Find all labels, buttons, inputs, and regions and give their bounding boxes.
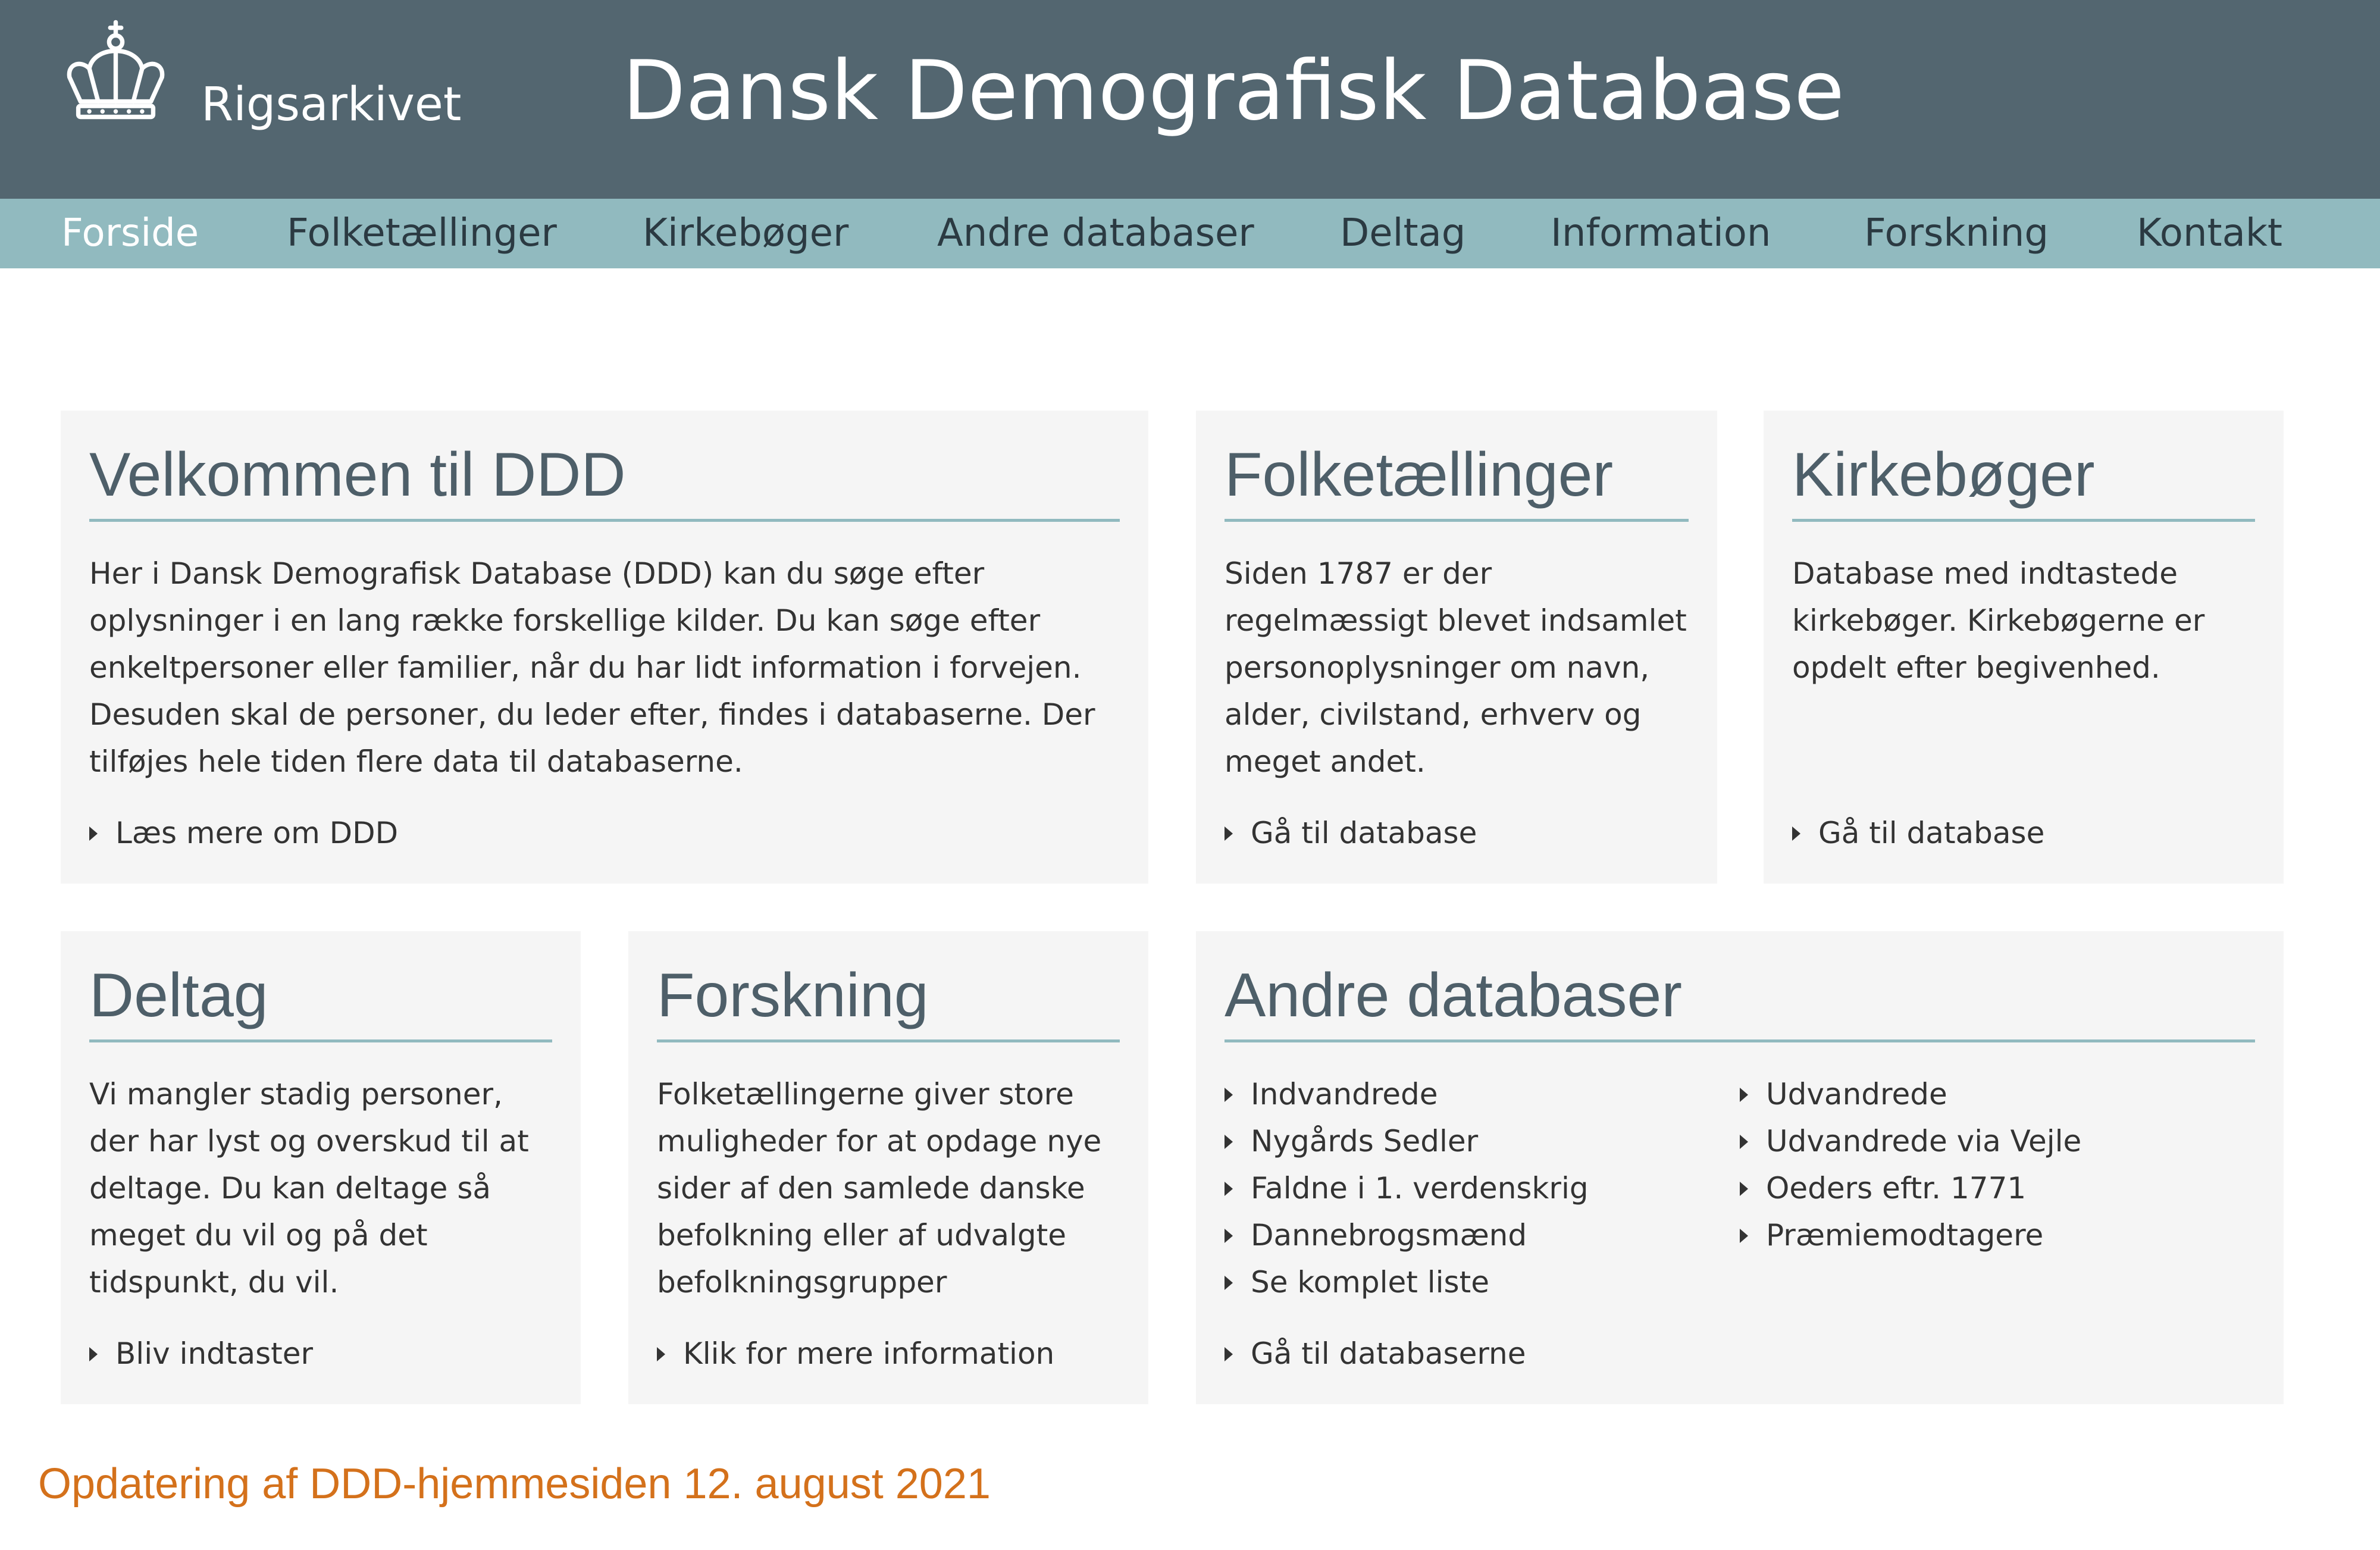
arrow-right-icon — [1740, 1088, 1748, 1102]
arrow-right-icon — [1792, 826, 1800, 841]
card-forskning — [628, 931, 1148, 1404]
card-kirkeboger — [1764, 411, 2284, 884]
list-item[interactable] — [1225, 1259, 1589, 1306]
nav-item-information[interactable]: Information — [1551, 211, 1771, 255]
list-item[interactable] — [1225, 1212, 1589, 1259]
go-to-database-link[interactable] — [1225, 815, 1477, 851]
database-list-right — [1740, 1071, 2081, 1259]
site-title: Dansk Demografisk Database — [622, 43, 1844, 139]
list-item-label[interactable]: Oeders eftr. 1771 — [1766, 1171, 2027, 1205]
go-to-database-link[interactable] — [1792, 815, 2044, 851]
link-label[interactable]: Gå til database — [1251, 816, 1477, 850]
main-nav — [0, 199, 2380, 268]
become-typist-link[interactable] — [89, 1336, 313, 1371]
list-item-label[interactable]: Se komplet liste — [1251, 1265, 1489, 1300]
list-item-label[interactable]: Dannebrogsmænd — [1251, 1218, 1527, 1252]
nav-item-forside[interactable]: Forside — [61, 211, 199, 255]
link-label[interactable]: Gå til databaserne — [1251, 1336, 1526, 1371]
nav-item-kirkeboger[interactable]: Kirkebøger — [643, 211, 849, 255]
crown-icon[interactable] — [61, 18, 171, 128]
arrow-right-icon — [1740, 1229, 1748, 1243]
arrow-right-icon — [1225, 826, 1233, 841]
nav-item-folketaellinger[interactable]: Folketællinger — [287, 211, 557, 255]
link-label[interactable]: Klik for mere information — [683, 1336, 1055, 1371]
arrow-right-icon — [89, 826, 98, 841]
link-label[interactable]: Gå til database — [1818, 816, 2045, 850]
card-body: Vi mangler stadig personer, der har lyst og overskud til at deltage. Du kan deltage så meget du vil og på det tidspunkt, du vil. — [89, 1077, 529, 1300]
link-label[interactable]: Læs mere om DDD — [115, 816, 399, 850]
arrow-right-icon — [1225, 1182, 1233, 1196]
nav-item-deltag[interactable]: Deltag — [1340, 211, 1466, 255]
list-item[interactable] — [1225, 1118, 1589, 1165]
list-item-label[interactable]: Præmiemodtagere — [1766, 1218, 2044, 1252]
list-item-label[interactable]: Indvandrede — [1251, 1077, 1438, 1111]
card-body: Siden 1787 er der regelmæssigt blevet indsamlet personoplysninger om navn, alder, civilstand, erhverv og meget andet. — [1225, 556, 1687, 779]
arrow-right-icon — [1225, 1135, 1233, 1149]
go-to-databases-link[interactable] — [1225, 1336, 1526, 1371]
arrow-right-icon — [1740, 1135, 1748, 1149]
card-title: Deltag — [89, 960, 552, 1042]
card-title: Kirkebøger — [1792, 439, 2255, 522]
card-title: Andre databaser — [1225, 960, 2255, 1042]
arrow-right-icon — [1225, 1229, 1233, 1243]
card-deltag — [61, 931, 581, 1404]
arrow-right-icon — [1225, 1276, 1233, 1290]
card-title: Folketællinger — [1225, 439, 1689, 522]
update-announcement-link[interactable]: Opdatering af DDD-hjemmesiden 12. august 2021 — [38, 1460, 991, 1508]
arrow-right-icon — [1225, 1088, 1233, 1102]
list-item-label[interactable]: Nygårds Sedler — [1251, 1124, 1479, 1158]
list-item-label[interactable]: Udvandrede — [1766, 1077, 1947, 1111]
arrow-right-icon — [89, 1347, 98, 1361]
card-body: Folketællingerne giver store muligheder for at opdage nye sider af den samlede danske befolkning eller af udvalgte befolkningsgrupper — [657, 1077, 1102, 1300]
list-item[interactable] — [1740, 1071, 2081, 1118]
database-list-left — [1225, 1071, 1589, 1306]
card-body: Her i Dansk Demografisk Database (DDD) kan du søge efter oplysninger i en lang række forskellige kilder. Du kan søge efter enkeltpersoner eller familier, når du har lidt information i forvejen. Desuden skal de personer, du leder efter, findes i databaserne. Der tilføjes hele tiden flere data til databaserne. — [89, 556, 1095, 779]
list-item[interactable] — [1740, 1165, 2081, 1212]
card-velkommen — [61, 411, 1148, 884]
list-item-label[interactable]: Faldne i 1. verdenskrig — [1251, 1171, 1589, 1205]
read-more-link[interactable] — [89, 815, 398, 851]
arrow-right-icon — [1740, 1182, 1748, 1196]
card-body: Database med indtastede kirkebøger. Kirkebøgerne er opdelt efter begivenhed. — [1792, 556, 2205, 685]
logo-text[interactable]: Rigsarkivet — [201, 78, 462, 131]
nav-item-andre-databaser[interactable]: Andre databaser — [937, 211, 1254, 255]
arrow-right-icon — [657, 1347, 665, 1361]
database-list — [1225, 1071, 2255, 1309]
nav-item-kontakt[interactable]: Kontakt — [2137, 211, 2282, 255]
arrow-right-icon — [1225, 1347, 1233, 1361]
card-andre-databaser — [1196, 931, 2284, 1404]
card-title: Velkommen til DDD — [89, 439, 1120, 522]
list-item[interactable] — [1225, 1165, 1589, 1212]
list-item[interactable] — [1225, 1071, 1589, 1118]
more-information-link[interactable] — [657, 1336, 1054, 1371]
list-item[interactable] — [1740, 1118, 2081, 1165]
nav-item-forskning[interactable]: Forskning — [1864, 211, 2049, 255]
card-folketaellinger — [1196, 411, 1717, 884]
link-label[interactable]: Bliv indtaster — [115, 1336, 314, 1371]
site-header — [0, 0, 2380, 199]
list-item-label[interactable]: Udvandrede via Vejle — [1766, 1124, 2082, 1158]
card-title: Forskning — [657, 960, 1120, 1042]
list-item[interactable] — [1740, 1212, 2081, 1259]
